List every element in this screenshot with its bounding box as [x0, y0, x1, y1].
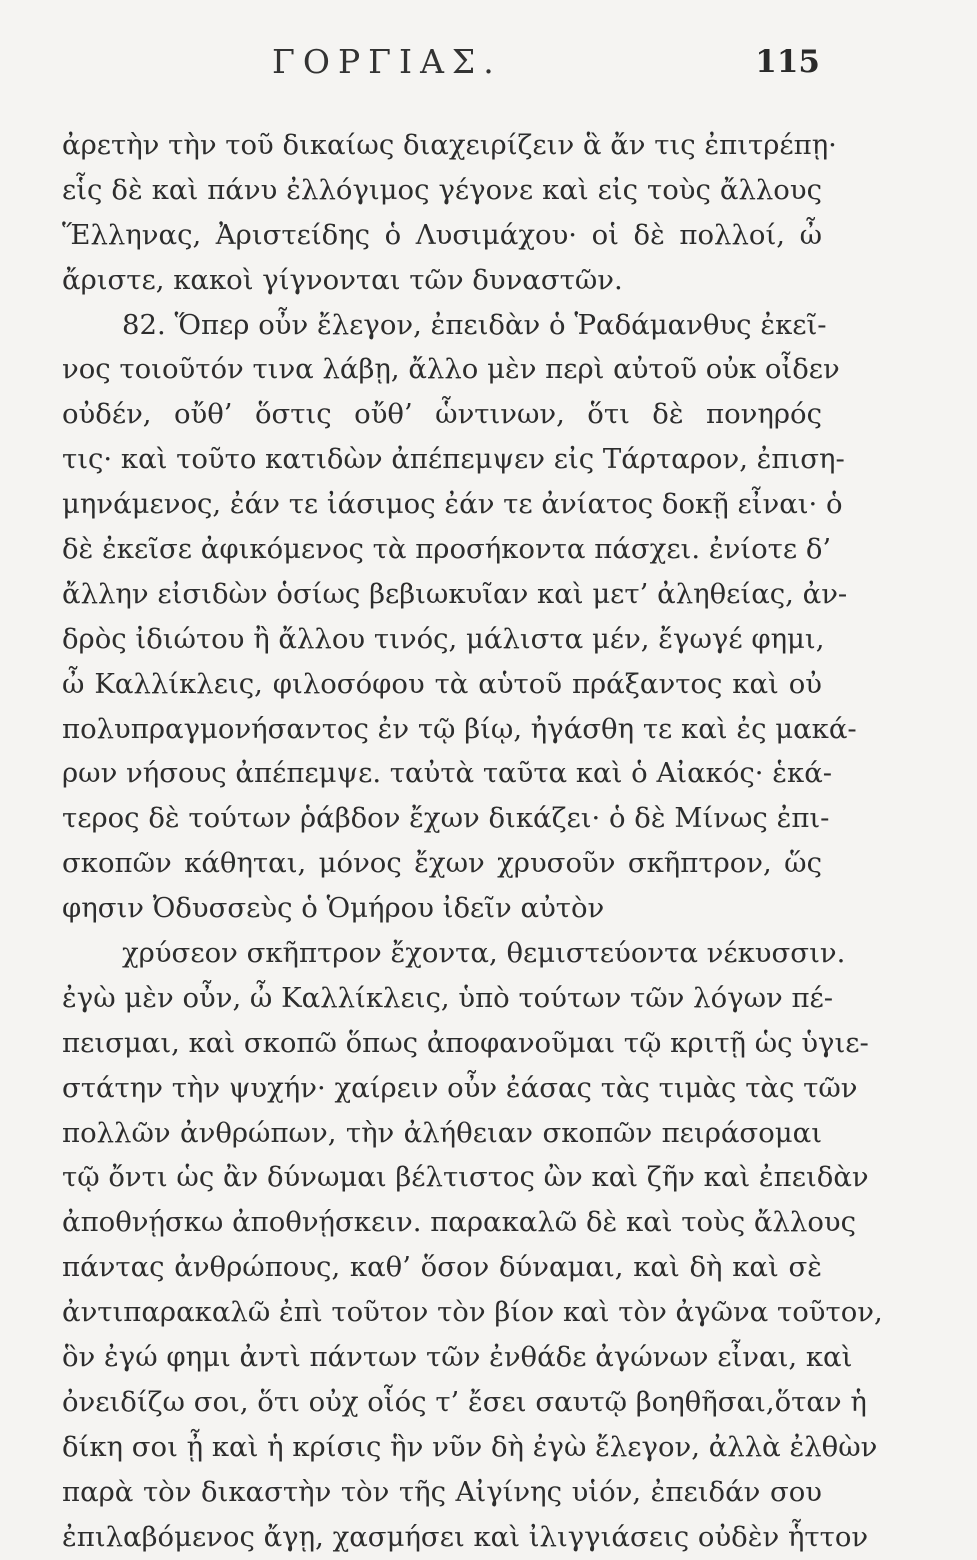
text-line: παρὰ τὸν δικαστὴν τὸν τῆς Αἰγίνης υἱόν, ἐπειδάν σου: [62, 1475, 822, 1508]
text-line: τῷ ὄντι ὡς ἂν δύνωμαι βέλτιστος ὢν καὶ ζῆν καὶ ἐπειδὰν: [62, 1161, 869, 1194]
text-line: ἐπιλαβόμενος ἄγῃ, χασμήσει καὶ ἰλιγγιάσεις οὐδὲν ἧττον: [62, 1520, 869, 1553]
text-line: εἷς δὲ καὶ πάνυ ἐλλόγιμος γέγονε καὶ εἰς τοὺς ἄλλους: [62, 173, 822, 206]
text-line: οὐδέν, οὔθ’ ὅστις οὔθ’ ὧντινων, ὅτι δὲ πονηρός: [62, 398, 822, 431]
text-line: τις· καὶ τοῦτο κατιδὼν ἀπέπεμψεν εἰς Τάρταρον, ἐπιση-: [62, 443, 845, 476]
section-start-line: 82. Ὅπερ οὖν ἔλεγον, ἐπειδὰν ὁ Ῥαδάμανθυς ἐκεῖ-: [122, 308, 827, 341]
text-line: μηνάμενος, ἐάν τε ἰάσιμος ἐάν τε ἀνίατος δοκῇ εἶναι· ὁ: [62, 488, 843, 521]
text-line: πολυπραγμονήσαντος ἐν τῷ βίῳ, ἠγάσθη τε καὶ ἐς μακά-: [62, 712, 857, 745]
text-line: τερος δὲ τούτων ῥάβδον ἔχων δικάζει· ὁ δὲ Μίνως ἐπι-: [62, 802, 830, 835]
text-line: νος τοιοῦτόν τινα λάβῃ, ἄλλο μὲν περὶ αὐτοῦ οὐκ οἶδεν: [62, 353, 840, 386]
text-line: ὦ Καλλίκλεις, φιλοσόφου τὰ αὑτοῦ πράξαντος καὶ οὐ: [62, 667, 822, 700]
body-text: [62, 123, 883, 1560]
verse-quotation: χρύσεον σκῆπτρον ἔχοντα, θεμιστεύοντα νέκυσσιν.: [122, 937, 846, 970]
text-line: ἀρετὴν τὴν τοῦ δικαίως διαχειρίζειν ἃ ἄν τις ἐπιτρέπῃ·: [62, 129, 837, 161]
text-line: δρὸς ἰδιώτου ἢ ἄλλου τινός, μάλιστα μέν, ἔγωγέ φημι,: [62, 622, 825, 655]
text-line: ἄλλην εἰσιδὼν ὁσίως βεβιωκυῖαν καὶ μετ’ ἀληθείας, ἀν-: [62, 577, 848, 610]
running-title: ΓΟΡΓΙΑΣ.: [272, 42, 502, 81]
text-line: πεισμαι, καὶ σκοπῶ ὅπως ἀποφανοῦμαι τῷ κριτῇ ὡς ὑγιε-: [62, 1026, 869, 1059]
page-header: [80, 42, 820, 92]
text-line: ὃν ἐγώ φημι ἀντὶ πάντων τῶν ἐνθάδε ἀγώνων εἶναι, καὶ: [62, 1341, 853, 1374]
text-line: ὀνειδίζω σοι, ὅτι οὐχ οἷός τ’ ἔσει σαυτῷ βοηθῆσαι,ὅταν ἡ: [62, 1385, 867, 1418]
text-line: ἄριστε, κακοὶ γίγνονται τῶν δυναστῶν.: [62, 263, 623, 296]
text-line: σκοπῶν κάθηται, μόνος ἔχων χρυσοῦν σκῆπτρον, ὥς: [62, 847, 822, 880]
text-line: Ἕλληνας, Ἀριστείδης ὁ Λυσιμάχου· οἱ δὲ πολλοί, ὦ: [62, 218, 822, 251]
text-line: ἐγὼ μὲν οὖν, ὦ Καλλίκλεις, ὑπὸ τούτων τῶν λόγων πέ-: [62, 981, 834, 1014]
text-line: ἀποθνῄσκω ἀποθνῄσκειν. παρακαλῶ δὲ καὶ τοὺς ἄλλους: [62, 1206, 857, 1239]
text-line: ρων νήσους ἀπέπεμψε. ταὐτὰ ταῦτα καὶ ὁ Αἰακός· ἑκά-: [62, 757, 833, 790]
text-line: στάτην τὴν ψυχήν· χαίρειν οὖν ἐάσας τὰς τιμὰς τὰς τῶν: [62, 1071, 858, 1104]
text-line: δίκη σοι ᾖ καὶ ἡ κρίσις ἣν νῦν δὴ ἐγὼ ἔλεγον, ἀλλὰ ἐλθὼν: [62, 1430, 878, 1463]
text-line: δὲ ἐκεῖσε ἀφικόμενος τὰ προσήκοντα πάσχει. ἐνίοτε δ’: [62, 533, 832, 566]
text-line: ἀντιπαρακαλῶ ἐπὶ τοῦτον τὸν βίον καὶ τὸν ἀγῶνα τοῦτον,: [62, 1296, 883, 1329]
text-line: πολλῶν ἀνθρώπων, τὴν ἀλήθειαν σκοπῶν πειράσομαι: [62, 1116, 822, 1149]
page-number: 115: [755, 44, 820, 80]
text-line: φησιν Ὀδυσσεὺς ὁ Ὁμήρου ἰδεῖν αὐτὸν: [62, 892, 605, 925]
text-line: πάντας ἀνθρώπους, καθ’ ὅσον δύναμαι, καὶ δὴ καὶ σὲ: [62, 1251, 822, 1284]
